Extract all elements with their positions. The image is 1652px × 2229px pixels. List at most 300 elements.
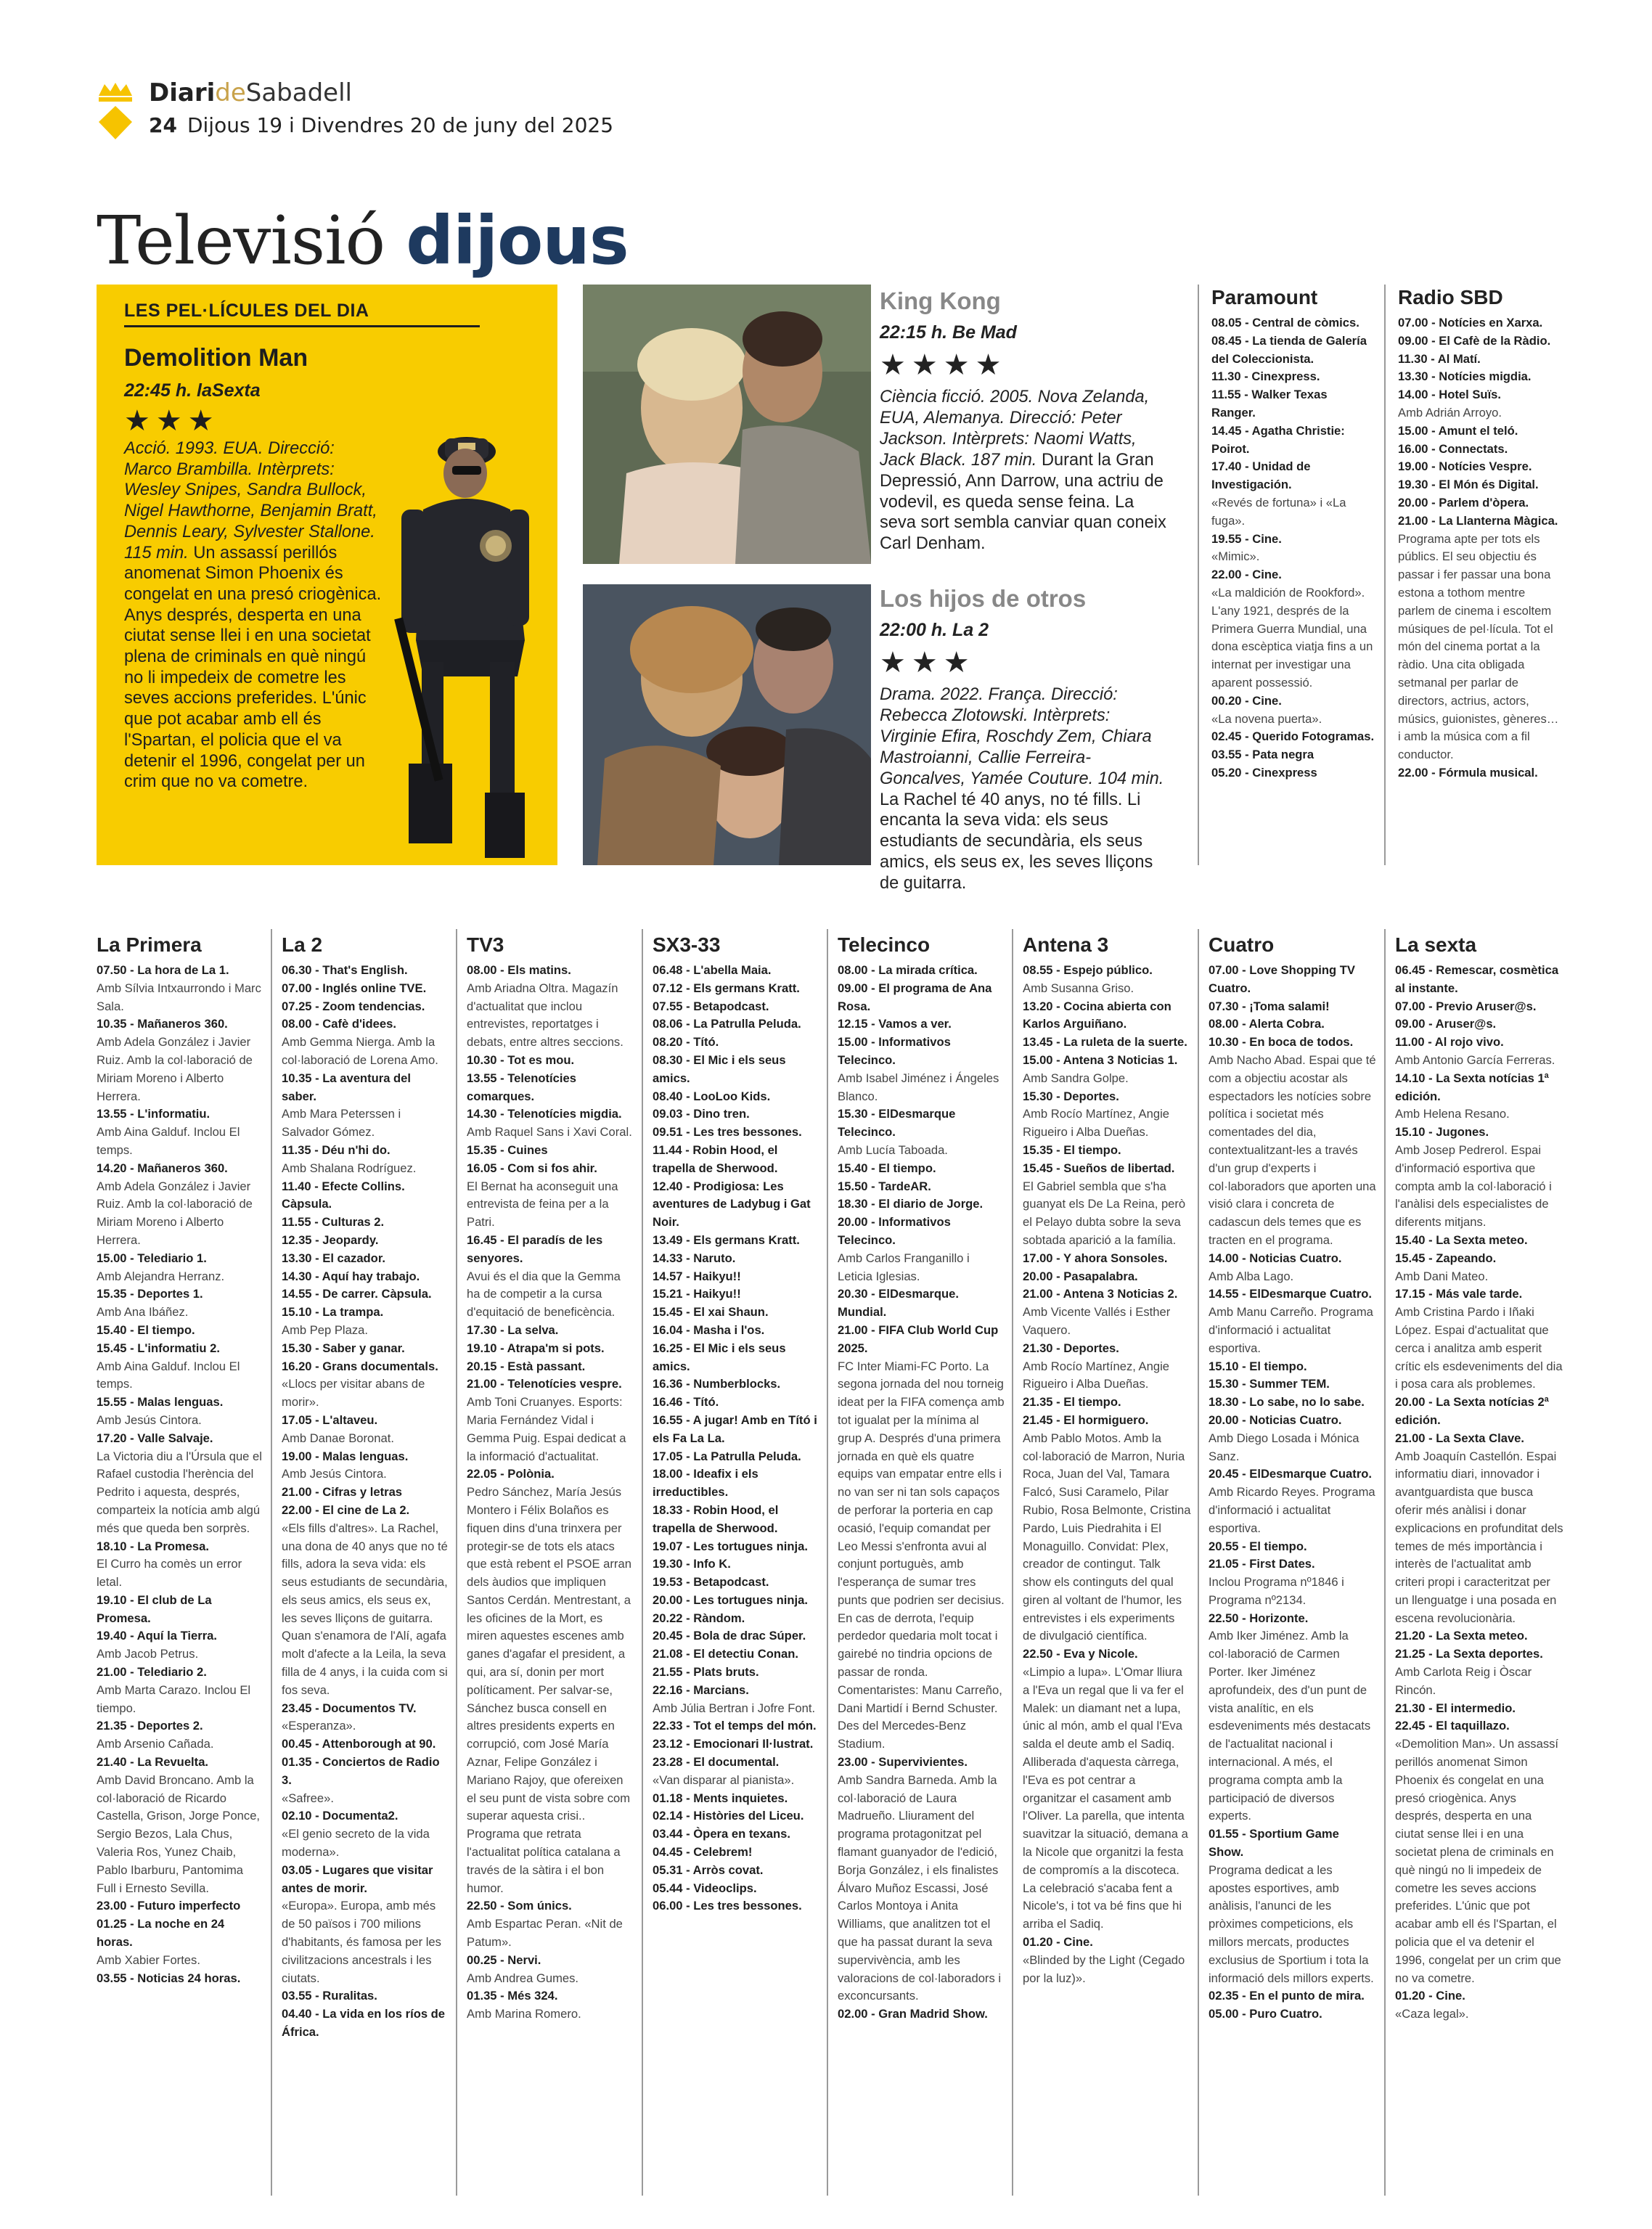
channel-schedule [97,962,263,1987]
schedule-entry [838,1214,1005,1285]
schedule-entry [653,962,819,980]
programme-title: 21.40 - La Revuelta. [97,1755,209,1770]
film-synopsis: La Rachel té 40 anys, no té fills. Li encanta la seva vida: els seus estudiants de secundària, els seus amics, els seus ex, les seves lliçons de guitarra. [880,790,1153,893]
programme-description: Amb Adrián Arroyo. [1398,405,1502,420]
programme-title: 08.00 - Els matins. [467,963,571,977]
programme-title: 14.57 - Haikyu!! [653,1269,741,1283]
channel-cuatro [1209,933,1377,2024]
schedule-entry [1209,1394,1377,1412]
programme-title: 04.45 - Celebrem! [653,1845,753,1860]
channel-sx3-33 [653,933,819,1915]
schedule-entry [653,1448,819,1466]
programme-title: 15.10 - Jugones. [1395,1125,1489,1140]
programme-description: Amb Danae Boronat. [282,1431,394,1445]
programme-title: 15.55 - Malas lenguas. [97,1395,224,1410]
programme-title: 19.00 - Notícies Vespre. [1398,459,1532,474]
column-divider [642,929,643,2196]
los-hijos-de-otros-photo [583,584,871,865]
programme-title: 21.00 - Telenotícies vespre. [467,1377,622,1391]
programme-title: 17.05 - La Patrulla Peluda. [653,1449,801,1463]
programme-description: Amb Pablo Motos. Amb la col·laboració de Marron, Nuria Roca, Juan del Val, Tamara Falcó, Susi Caramelo, Pilar Rubio, Rosa Belmonte, Cristina Pardo, Luis Piedrahita i El Monaguillo. Convidat: Plex, creador de contingut. Talk show els continguts del qual giren al voltant de l'humor, les entrevistes i els experiments de divulgació científica. [1023,1431,1191,1643]
programme-title: 07.00 - Inglés online TVE. [282,981,427,995]
programme-title: 15.30 - Saber y ganar. [282,1341,405,1355]
schedule-entry [838,1322,1005,1754]
schedule-entry [653,1124,819,1142]
schedule-entry [653,1502,819,1538]
schedule-entry [97,1627,263,1664]
programme-title: 21.45 - El hormiguero. [1023,1412,1149,1427]
programme-title: 10.30 - Tot es mou. [467,1052,575,1067]
schedule-entry [97,1322,263,1340]
programme-title: 15.45 - Sueños de libertad. [1023,1161,1175,1175]
programme-description: «Revés de fortuna» i «La fuga». [1211,495,1346,528]
schedule-entry [653,998,819,1016]
programme-title: 03.44 - Òpera en texans. [653,1827,791,1841]
programme-description: Amb Iker Jiménez. Amb la col·laboració de Carmen Porter. Iker Jiménez aprofundeix, des d'un punt de vista analític, en els esdeveniments més destacats de l'actualitat nacional i internacional. A més, el programa compta amb la participació de diversos experts. [1209,1629,1371,1823]
schedule-entry [97,1160,263,1250]
schedule-entry [653,1232,819,1250]
programme-title: 14.00 - Noticias Cuatro. [1209,1251,1342,1265]
channel-name: TV3 [467,933,504,956]
schedule-entry [97,1015,263,1105]
programme-title: 15.30 - ElDesmarque Telecinco. [838,1107,956,1140]
schedule-entry [1211,764,1375,782]
schedule-entry [1023,1934,1191,1987]
schedule-entry [1398,494,1561,512]
programme-title: 14.55 - ElDesmarque Cuatro. [1209,1287,1373,1301]
programme-title: 07.25 - Zoom tendencias. [282,999,425,1013]
programme-title: 23.28 - El documental. [653,1755,780,1770]
programme-title: 22.50 - Horizonte. [1209,1611,1309,1625]
schedule-entry [653,1610,819,1628]
programme-description: Amb Marina Romero. [467,2007,581,2021]
programme-title: 23.45 - Documentos TV. [282,1701,417,1715]
schedule-entry [282,1285,449,1304]
programme-title: 07.00 - Notícies en Xarxa. [1398,316,1543,330]
programme-title: 21.30 - El intermedio. [1395,1701,1516,1715]
programme-title: 17.00 - Y ahora Sonsoles. [1023,1251,1168,1265]
programme-title: 22.45 - El taquillazo. [1395,1719,1510,1733]
channel-name: La sexta [1395,933,1477,956]
schedule-entry [838,980,1005,1016]
schedule-entry [653,1645,819,1664]
programme-title: 07.00 - Love Shopping TV Cuatro. [1209,963,1355,995]
column-divider [1384,929,1386,2196]
programme-title: 08.20 - Tító. [653,1035,719,1050]
programme-title: 19.00 - Malas lenguas. [282,1449,409,1463]
schedule-entry [653,1538,819,1556]
schedule-entry [1209,1285,1377,1357]
schedule-entry [282,1214,449,1232]
schedule-entry [97,1754,263,1897]
programme-description: «Blinded by the Light (Cegado por la luz)». [1023,1952,1185,1985]
schedule-entry [653,1034,819,1052]
programme-description: Amb Toni Cruanyes. Esports: Maria Fernández Vidal i Gemma Puig. Espai dedicat a la informació d'actualitat. [467,1395,626,1463]
king-kong-photo [583,285,871,564]
programme-title: 14.33 - Naruto. [653,1251,736,1265]
schedule-entry [97,1340,263,1394]
programme-title: 20.45 - Bola de drac Súper. [653,1629,806,1643]
programme-title: 15.50 - TardeAR. [838,1179,931,1193]
schedule-entry [282,1250,449,1268]
brand-name: DiarideSabadell [149,78,352,107]
programme-title: 21.00 - La Llanterna Màgica. [1398,513,1558,528]
programme-description: «Els fills d'altres». La Rachel, una dona de 40 anys que no té fills, adora la seva vida: els seus estudiants de secundària, els seus amics, els seus ex, les seves lliçons de guitarra. Quan s'enamora de l'Alí, agafa molt d'afecte a la Leila, la seva filla de 4 anys, i la cuida com si fos seva. [282,1521,448,1697]
schedule-entry [282,1178,449,1214]
film-rating: ★★★★ [880,349,1007,381]
programme-description: «Caza legal». [1395,2007,1469,2021]
programme-description: Amb Adela González i Javier Ruiz. Amb la col·laboració de Miriam Moreno i Alberto Herrera. [97,1035,253,1103]
programme-description: El Gabriel sembla que s'ha guanyat els De La Reina, però el Pelayo dubta sobre la seva sobtada aparició a la família. [1023,1179,1186,1247]
programme-title: 17.20 - Valle Salvaje. [97,1431,213,1445]
schedule-entry [653,1627,819,1645]
film-description [880,387,1166,555]
column-divider [1384,285,1386,865]
schedule-entry [1395,1034,1563,1070]
programme-title: 09.00 - Aruser@s. [1395,1017,1497,1031]
schedule-entry [282,1142,449,1178]
schedule-entry [467,1375,634,1465]
programme-description: Amb Marta Carazo. Inclou El tiempo. [97,1682,251,1715]
schedule-entry [97,1664,263,1717]
programme-title: 23.12 - Emocionari Il·lustrat. [653,1737,814,1751]
column-divider [271,929,272,2196]
schedule-entry [1398,351,1561,369]
film-credits: Drama. 2022. França. Direcció: Rebecca Zlotowski. Intèrprets: Virginie Efira, Roschdy Zem, Chiara Mastroianni, Callie Ferreira-Goncalves, Yamée Couture. 104 min. [880,685,1164,788]
schedule-entry [97,1897,263,1915]
programme-description: «Mimic». [1211,549,1260,564]
schedule-entry [653,1807,819,1825]
programme-title: 08.40 - LooLoo Kids. [653,1089,771,1103]
programme-title: 06.45 - Remescar, cosmètica al instante. [1395,963,1559,995]
schedule-entry [1395,1285,1563,1394]
programme-title: 19.30 - Info K. [653,1557,731,1571]
column-divider [1198,285,1199,865]
schedule-entry [467,1987,634,2024]
schedule-entry [653,1880,819,1898]
programme-title: 21.30 - Deportes. [1023,1341,1119,1355]
programme-description: Programa dedicat a les apostes esportives, amb anàlisis, l'anunci de les pròximes competicions, els millors mercats, productes exclusius de Sportium i tota la informació dels millors experts. [1209,1862,1374,1985]
schedule-entry [653,1574,819,1592]
programme-title: 04.40 - La vida en los ríos de África. [282,2007,446,2040]
programme-title: 08.45 - La tienda de Galería del Coleccionista. [1211,333,1367,366]
schedule-entry [1398,314,1561,332]
programme-title: 20.00 - Informativos Telecinco. [838,1215,951,1247]
schedule-entry [1209,1375,1377,1394]
schedule-entry [282,1862,449,1988]
schedule-entry [282,1807,449,1861]
schedule-entry [1211,332,1375,369]
channel-schedule [1023,962,1191,1987]
schedule-entry [1211,746,1375,764]
schedule-entry [467,1160,634,1232]
schedule-entry [467,1465,634,1897]
schedule-entry [282,1358,449,1412]
programme-title: 21.00 - La Sexta Clave. [1395,1431,1525,1445]
column-divider [456,929,457,2196]
schedule-entry [1023,1052,1191,1088]
programme-title: 11.30 - Cinexpress. [1211,369,1320,384]
schedule-entry [653,1304,819,1322]
schedule-entry [97,1285,263,1322]
programme-title: 21.35 - Deportes 2. [97,1719,203,1733]
programme-description: Amb Espartac Peran. «Nit de Patum». [467,1917,623,1950]
programme-description: «Demolition Man». Un assassí perillós anomenat Simon Phoenix és congelat en una presó criogènica. Anys després, desperta en una ciutat sense llei i en una societat plena de criminals en què ningú no li impedeix de cometre les seves accions preferides. L'únic que pot acabar amb ell és l'Spartan, el policia que el va detenir el 1996, congelat per un crim que no va cometre. [1395,1737,1561,1985]
schedule-entry [838,1015,1005,1034]
schedule-entry [467,1952,634,1988]
schedule-entry [1209,1015,1377,1034]
schedule-entry [653,1664,819,1682]
schedule-entry [1209,962,1377,998]
schedule-entry [282,1448,449,1484]
schedule-entry [282,1070,449,1142]
channel-name: SX3-33 [653,933,721,956]
programme-title: 15.00 - Antena 3 Noticias 1. [1023,1052,1178,1067]
schedule-entry [1211,458,1375,530]
page-line [149,113,613,137]
schedule-entry [838,1754,1005,2005]
schedule-entry [97,1394,263,1430]
programme-description: Amb Diego Losada i Mónica Sanz. [1209,1431,1359,1463]
schedule-entry [467,1142,634,1160]
programme-description: «Europa». Europa, amb més de 50 països i 700 milions d'habitants, és famosa per les civilitzacions ancestrals i les ciutats. [282,1899,441,1985]
programme-title: 19.53 - Betapodcast. [653,1575,769,1590]
schedule-entry [1023,1285,1191,1339]
programme-description: Amb Pep Plaza. [282,1322,368,1337]
programme-title: 22.05 - Polònia. [467,1467,555,1481]
schedule-entry [1211,531,1375,567]
schedule-entry [653,1285,819,1304]
programme-description: «Limpio a lupa». L'Omar lliura a l'Eva un regal que li va fer el Malek: un diamant net a lupa, únic al món, amb el qual l'Eva salda el deute amb el Sadiq. Alliberada d'aquesta càrrega, l'Eva es pot centrar a organitzar el casament amb l'Oliver. La parella, que intenta suavitzar la situació, demana a la Nicole que organitzi la festa de compromís a la discoteca. La celebració s'acaba fent a Nicole's, i tot va bé fins que hi arriba el Sadiq. [1023,1665,1188,1931]
programme-title: 20.22 - Ràndom. [653,1611,745,1625]
programme-description: Amb Sandra Golpe. [1023,1071,1129,1085]
programme-title: 05.00 - Puro Cuatro. [1209,2007,1322,2021]
programme-title: 11.44 - Robin Hood, el trapella de Sherwood. [653,1142,778,1175]
programme-title: 11.40 - Efecte Collins. Càpsula. [282,1179,405,1211]
programme-description: Amb Aina Galduf. Inclou El temps. [97,1359,240,1391]
schedule-entry [653,1340,819,1376]
programme-title: 12.40 - Prodigiosa: Les aventures de Ladybug i Gat Noir. [653,1179,811,1230]
programme-title: 18.00 - Ideafix i els irreductibles. [653,1467,758,1500]
programme-title: 22.00 - Fórmula musical. [1398,765,1538,780]
programme-description: Amb Júlia Bertran i Jofre Font. [653,1701,816,1715]
featured-description [124,438,385,793]
channel-radio-sbd [1398,285,1561,782]
programme-description: Amb Manu Carreño. Programa d'informació i actualitat esportiva. [1209,1305,1373,1355]
schedule-entry [838,1105,1005,1159]
programme-title: 20.00 - Noticias Cuatro. [1209,1412,1342,1427]
column-divider [1012,929,1013,2196]
programme-title: 15.00 - Amunt el teló. [1398,423,1518,438]
schedule-entry [653,1592,819,1610]
schedule-entry [1209,1465,1377,1537]
programme-title: 21.08 - El detectiu Conan. [653,1647,799,1661]
channel-telecinco [838,933,1005,2024]
film-synopsis: Durant la Gran Depressió, Ann Darrow, una actriu de vodevil, es queda sense feina. La seva sort sembla canviar quan coneix Carl Denham. [880,450,1166,554]
schedule-entry [1395,1070,1563,1124]
programme-description: Amb Isabel Jiménez i Ángeles Blanco. [838,1071,999,1103]
programme-title: 06.00 - Les tres bessones. [653,1899,802,1913]
channel-schedule [1398,314,1561,782]
schedule-entry [1395,1627,1563,1645]
schedule-entry [1209,1358,1377,1376]
programme-title: 15.30 - Summer TEM. [1209,1377,1330,1391]
film-description [880,684,1166,894]
schedule-entry [1395,1394,1563,1430]
section-title: Televisió dijous [97,202,629,279]
schedule-entry [282,980,449,998]
schedule-entry [282,1735,449,1754]
programme-title: 05.31 - Arròs covat. [653,1862,764,1877]
channel-name: Paramount [1211,286,1318,308]
programme-description: Amb Alba Lago. [1209,1269,1294,1283]
programme-title: 23.00 - Futuro imperfecto [97,1899,241,1913]
featured-film-box [97,285,557,865]
programme-description: Amb Gemma Nierga. Amb la col·laboració de Lorena Amo. [282,1035,438,1067]
schedule-entry [1395,1015,1563,1034]
schedule-entry [1023,1340,1191,1394]
programme-title: 09.00 - El Cafè de la Ràdio. [1398,333,1551,348]
schedule-entry [1395,998,1563,1016]
programme-description: El Bernat ha aconseguit una entrevista de feina per a la Patri. [467,1179,618,1230]
schedule-entry [1211,692,1375,729]
programme-description: Amb Josep Pedrerol. Espai d'informació esportiva que compta amb la col·laboració i l'anàlisi dels especialistes de diferents mitjans. [1395,1142,1552,1230]
film-credits: Ciència ficció. 2005. Nova Zelanda, EUA, Alemanya. Direcció: Peter Jackson. Intèrprets: Naomi Watts, Jack Black. 187 min. [880,388,1150,470]
channel-name: Radio SBD [1398,286,1503,308]
programme-title: 21.35 - El tiempo. [1023,1395,1121,1410]
programme-title: 16.55 - A jugar! Amb en Tító i els Fa La La. [653,1412,817,1445]
programme-title: 21.00 - Cifras y letras [282,1485,403,1500]
programme-description: Amb Raquel Sans i Xavi Coral. [467,1125,632,1140]
programme-title: 03.55 - Noticias 24 horas. [97,1971,241,1985]
programme-title: 19.07 - Les tortugues ninja. [653,1539,808,1553]
programme-description: Amb Sandra Barneda. Amb la col·laboració de Laura Madrueño. Lliurament del programa protagonitzat pel flamant guanyador de l'edició, Borja González, i els finalistes Álvaro Muñoz Escassi, José Carlos Montoya i Anita Williams, que analitzen tot el que ha passat durant la seva supervivència, amb les valoracions de col·laboradors i exconcursants. [838,1772,1002,2003]
programme-title: 15.35 - El tiempo. [1023,1142,1121,1157]
film-title: King Kong [880,287,1001,314]
programme-title: 01.55 - Sportium Game Show. [1209,1827,1339,1860]
programme-title: 08.05 - Central de còmics. [1211,316,1359,330]
channel-la-sexta [1395,933,1563,2024]
programme-title: 07.30 - ¡Toma salami! [1209,999,1330,1013]
programme-title: 22.50 - Eva y Nicole. [1023,1647,1138,1661]
programme-description: El Curro ha comès un error letal. [97,1557,242,1590]
programme-description: Amb Joaquín Castellón. Espai informatiu diari, innovador i avantguardista que busca oferir més anàlisi i donar explicacions en profunditat dels temes de més importància i interès de l'actualitat amb criteri propi i caracteritzat per un llenguatge i una posada en escena revolucionària. [1395,1449,1563,1625]
programme-description: Amb Susanna Griso. [1023,981,1134,995]
channel-paramount [1211,285,1375,782]
programme-title: 16.46 - Tító. [653,1395,719,1410]
programme-title: 23.00 - Supervivientes. [838,1755,968,1770]
programme-description: Amb Carlos Franganillo i Leticia Iglesias. [838,1251,970,1283]
programme-title: 11.55 - Culturas 2. [282,1215,385,1230]
programme-title: 01.20 - Cine. [1395,1989,1465,2003]
featured-synopsis: Un assassí perillós anomenat Simon Phoenix és congelat en una presó criogènica. Anys després, desperta en una ciutat sense llei i en una societat plena de criminals en què ningú no li impedeix de cometre les seves accions preferides. L'únic que pot acabar amb ell és l'Spartan, el policia que el va detenir el 1996, congelat per un crim que no va cometre. [124,543,382,792]
programme-title: 02.10 - Documenta2. [282,1809,398,1823]
diari-logo-icon [93,81,138,141]
programme-title: 05.44 - Videoclips. [653,1881,757,1895]
channel-name: La 2 [282,933,323,956]
programme-title: 11.00 - Al rojo vivo. [1395,1035,1504,1050]
programme-description: Amb Arsenio Cañada. [97,1737,214,1751]
programme-title: 07.00 - Previo Aruser@s. [1395,999,1537,1013]
schedule-entry [653,1088,819,1106]
programme-description: Amb Adela González i Javier Ruiz. Amb la col·laboració de Miriam Moreno i Alberto Herrera. [97,1179,253,1247]
schedule-entry [282,1412,449,1448]
programme-title: 13.20 - Cocina abierta con Karlos Arguiñano. [1023,999,1171,1031]
schedule-entry [282,998,449,1016]
channel-name: Telecinco [838,933,931,956]
programme-title: 00.45 - Attenborough at 90. [282,1737,436,1751]
programme-description: Amb Alejandra Herranz. [97,1269,225,1283]
schedule-entry [282,1700,449,1736]
featured-divider [124,325,480,327]
programme-description: Avui és el dia que la Gemma ha de competir a la cursa d'equitació de beneficència. [467,1269,621,1320]
schedule-entry [653,1052,819,1088]
programme-title: 16.25 - El Mic i els seus amics. [653,1341,786,1373]
programme-description: Amb Aina Galduf. Inclou El temps. [97,1125,240,1157]
schedule-entry [1209,998,1377,1016]
schedule-entry [467,1340,634,1358]
programme-description: Amb Ricardo Reyes. Programa d'informació i actualitat esportiva. [1209,1485,1375,1535]
schedule-entry [467,1232,634,1322]
schedule-entry [282,962,449,980]
schedule-entry [97,1430,263,1538]
channel-tv3 [467,933,634,2024]
programme-title: 20.30 - ElDesmarque. Mundial. [838,1287,959,1320]
programme-description: Amb Dani Mateo. [1395,1269,1489,1283]
channel-schedule [467,962,634,2024]
schedule-entry [653,1825,819,1844]
schedule-entry [1398,458,1561,476]
programme-description: Programa apte per tots els públics. El seu objectiu és passar i fer passar una bona estona a tothom mentre parlem de cinema i escoltem músiques de pel·lícula. Tot el món del cinema portat a la ràdio. Una cita obligada setmanal per parlar de directors, actrius, actors, músics, guionistes, gèneres… i amb la música com a fil conductor. [1398,531,1559,762]
channel-schedule [1209,962,1377,2024]
programme-title: 14.55 - De carrer. Càpsula. [282,1287,432,1301]
schedule-entry [653,1682,819,1718]
programme-title: 21.00 - FIFA Club World Cup 2025. [838,1322,999,1355]
schedule-entry [467,1052,634,1070]
programme-title: 15.40 - La Sexta meteo. [1395,1232,1528,1247]
programme-title: 10.30 - En boca de todos. [1209,1035,1354,1050]
channel-schedule [1395,962,1563,2024]
programme-title: 17.05 - L'altaveu. [282,1412,378,1427]
schedule-entry [1209,1538,1377,1556]
schedule-entry [653,1250,819,1268]
programme-title: 08.00 - La mirada crítica. [838,963,978,977]
schedule-entry [97,1970,263,1988]
schedule-entry [97,1592,263,1628]
film-time: 22:15 h. Be Mad [880,322,1017,343]
schedule-entry [1211,728,1375,746]
programme-description: Amb Sílvia Intxaurrondo i Marc Sala. [97,981,261,1013]
featured-title: Demolition Man [124,344,308,372]
schedule-entry [1398,476,1561,494]
programme-title: 09.00 - El programa de Ana Rosa. [838,981,992,1013]
programme-title: 21.05 - First Dates. [1209,1557,1315,1571]
schedule-entry [1211,566,1375,692]
schedule-entry [1209,1412,1377,1465]
programme-title: 16.45 - El paradís de les senyores. [467,1232,603,1265]
schedule-entry [1023,1160,1191,1250]
programme-title: 20.15 - Està passant. [467,1359,586,1373]
schedule-entry [1209,2005,1377,2024]
schedule-entry [97,1538,263,1592]
programme-title: 15.10 - El tiempo. [1209,1359,1307,1373]
programme-title: 13.55 - Telenotícies comarques. [467,1071,576,1103]
programme-title: 01.18 - Ments inquietes. [653,1791,788,1805]
schedule-entry [653,1412,819,1448]
programme-title: 21.55 - Plats bruts. [653,1665,759,1680]
channel-name: Antena 3 [1023,933,1109,956]
programme-title: 09.03 - Dino tren. [653,1107,750,1121]
